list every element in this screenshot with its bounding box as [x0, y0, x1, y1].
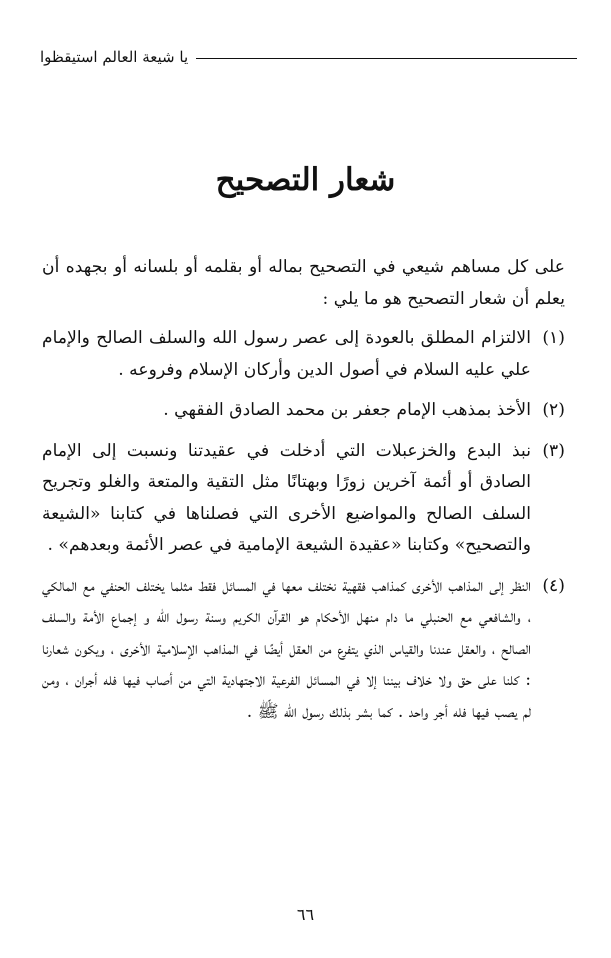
item-text: الأخذ بمذهب الإمام جعفر بن محمد الصادق الفقهي . [163, 400, 531, 420]
item-text: النظر إلى المذاهب الأخرى كمذاهب فقهية نختلف معها في المسائل فقط مثلما يختلف الحنفي مع المالكي ، والشافعي مع الحنبلي ما دام منهل الأحكام هو القرآن الكريم وسنة رسول الله و إجماع الأمة والسلف الصالح ، والعقل عندنا والقياس الذي يتفرع من العقل أيضًا في المذاهب الإسلامية الأخرى ، ويكون شعارنا : كلنا على حق ولا خلاف بيننا إلا في المسائل الفرعية الاجتهادية التي من أصاب فيها فله أجران ، ومن لم يصب فيها فله أجر واحد . كما بشر بذلك رسول الله ﷺ . [42, 575, 531, 722]
body-text [42, 252, 565, 737]
list-item [42, 571, 565, 729]
running-header-title: يا شيعة العالم استيقظوا [40, 48, 189, 66]
chapter-title: شعار التصحيح [215, 162, 396, 198]
running-header [40, 44, 577, 70]
list-item [42, 395, 565, 427]
header-rule [196, 58, 577, 59]
item-text: الالتزام المطلق بالعودة إلى عصر رسول الله والسلف الصالح والإمام علي عليه السلام في أصول الدين وأركان الإسلام وفروعه . [42, 328, 531, 380]
slogan-list [42, 323, 565, 728]
item-text: نبذ البدع والخزعبلات التي أدخلت في عقيدتنا ونسبت إلى الإمام الصادق أو أئمة آخرين زورًا وبهتانًا مثل التقية والمتعة والغلو وتجريح السلف الصالح والمواضيع الأخرى التي فصلناها في كتابنا «الشيعة والتصحيح» وكتابنا «عقيدة الشيعة الإمامية في عصر الأئمة وبعدهم» . [42, 440, 531, 555]
item-number: (١) [542, 328, 565, 348]
page-number: ٦٦ [296, 905, 315, 924]
item-number: (٣) [542, 440, 565, 461]
intro-paragraph: على كل مساهم شيعي في التصحيح بماله أو بقلمه أو بلسانه أو بجهده أن يعلم أن شعار التصحيح هو ما يلي : [42, 257, 565, 309]
list-item [42, 323, 565, 386]
item-number: (٤) [542, 575, 565, 596]
item-number: (٢) [542, 400, 565, 420]
list-item [42, 436, 565, 562]
